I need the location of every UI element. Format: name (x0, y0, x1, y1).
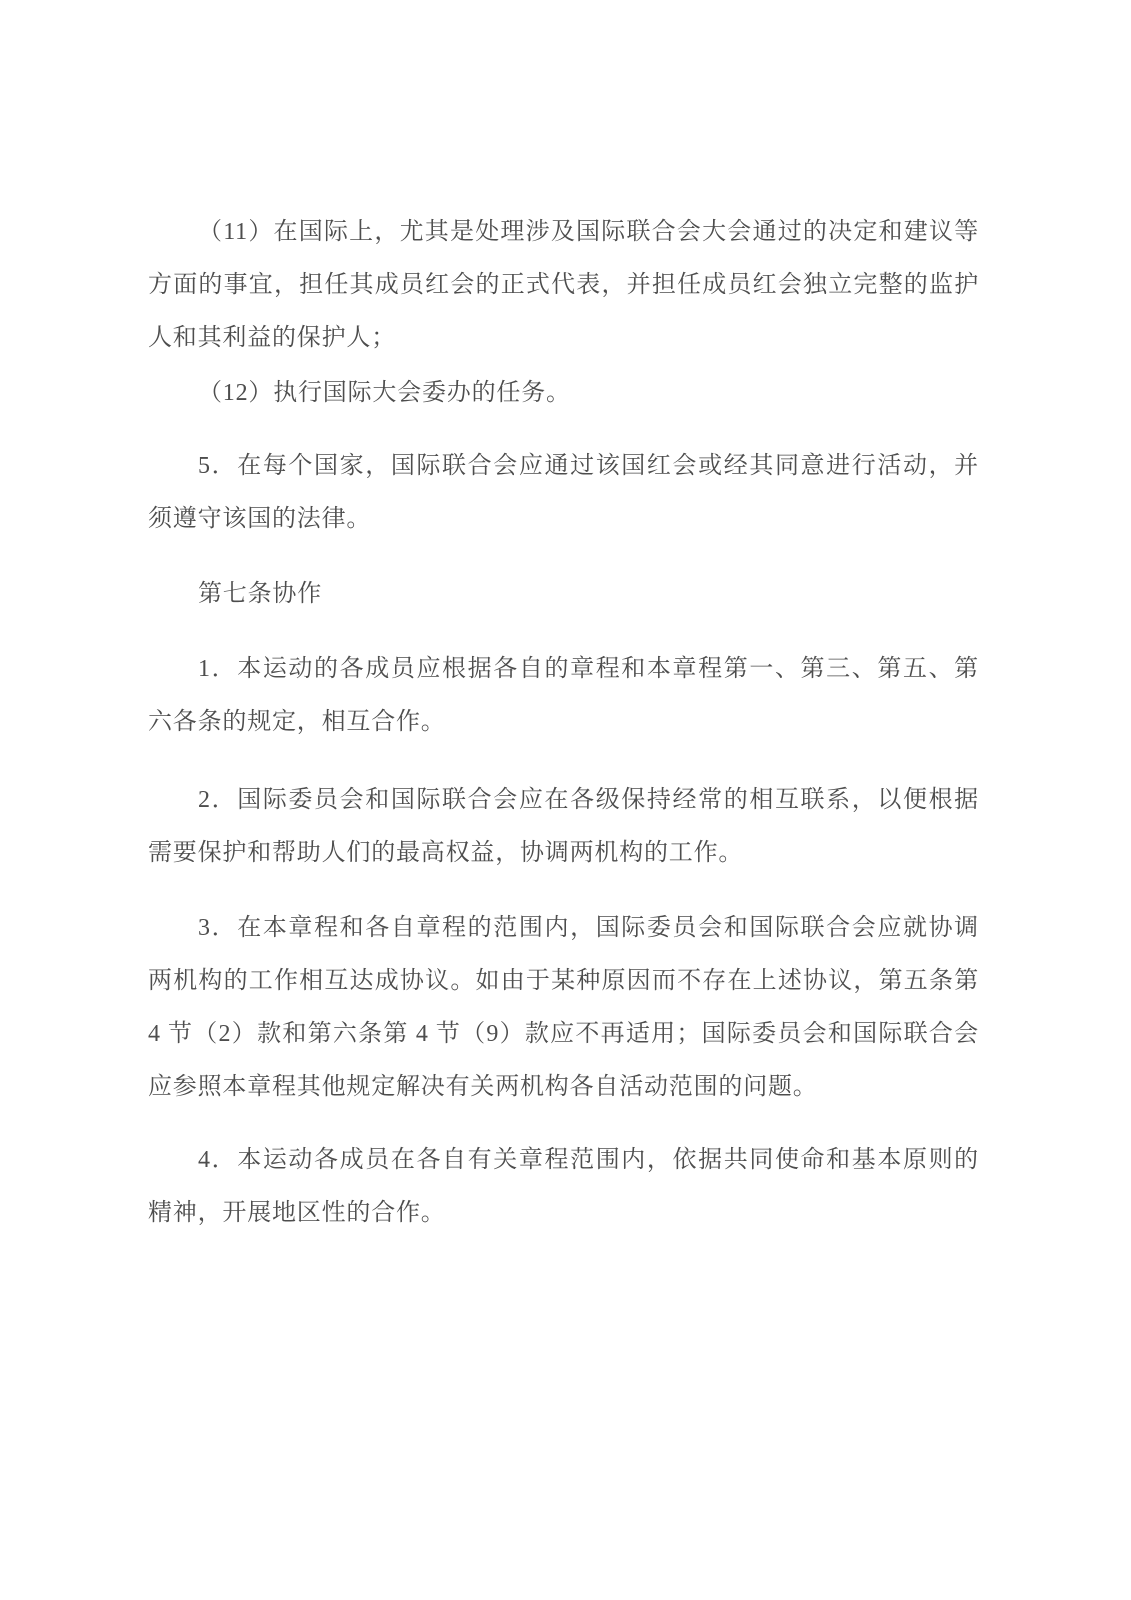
heading-line: 第七条协作 (198, 581, 322, 607)
text-line: 两机构的工作相互达成协议。如由于某种原因而不存在上述协议，第五条第 (148, 968, 979, 994)
text-line: 4 节（2）款和第六条第 4 节（9）款应不再适用；国际委员会和国际联合会 (148, 1021, 979, 1047)
paragraph-article-7-section-1 (148, 643, 979, 749)
paragraph-article-7-section-3 (148, 902, 979, 1114)
text-line: 需要保护和帮助人们的最高权益，协调两机构的工作。 (148, 840, 744, 866)
text-line: 3．在本章程和各自章程的范围内，国际委员会和国际联合会应就协调 (198, 915, 979, 941)
text-line: 人和其利益的保护人； (148, 325, 396, 351)
text-line: 精神，开展地区性的合作。 (148, 1200, 446, 1226)
paragraph-section-5 (148, 440, 979, 546)
paragraph-article-7-section-4 (148, 1134, 979, 1240)
paragraph-article-7-section-2 (148, 774, 979, 880)
text-line: 4．本运动各成员在各自有关章程范围内，依据共同使命和基本原则的 (198, 1147, 979, 1173)
document-content (148, 206, 979, 1240)
text-line: 六各条的规定，相互合作。 (148, 709, 446, 735)
text-line: 须遵守该国的法律。 (148, 506, 372, 532)
text-line: 1．本运动的各成员应根据各自的章程和本章程第一、第三、第五、第 (198, 656, 979, 682)
paragraph-clause-11 (148, 206, 979, 365)
article-7-heading (148, 568, 979, 621)
text-line: 方面的事宜，担任其成员红会的正式代表，并担任成员红会独立完整的监护 (148, 272, 979, 298)
text-line: （11）在国际上，尤其是处理涉及国际联合会大会通过的决定和建议等 (198, 219, 979, 245)
text-line: 2．国际委员会和国际联合会应在各级保持经常的相互联系，以便根据 (198, 787, 979, 813)
text-line: （12）执行国际大会委办的任务。 (198, 380, 571, 406)
paragraph-clause-12 (148, 367, 979, 420)
text-line: 应参照本章程其他规定解决有关两机构各自活动范围的问题。 (148, 1074, 818, 1100)
text-line: 5．在每个国家，国际联合会应通过该国红会或经其同意进行活动，并 (198, 453, 979, 479)
